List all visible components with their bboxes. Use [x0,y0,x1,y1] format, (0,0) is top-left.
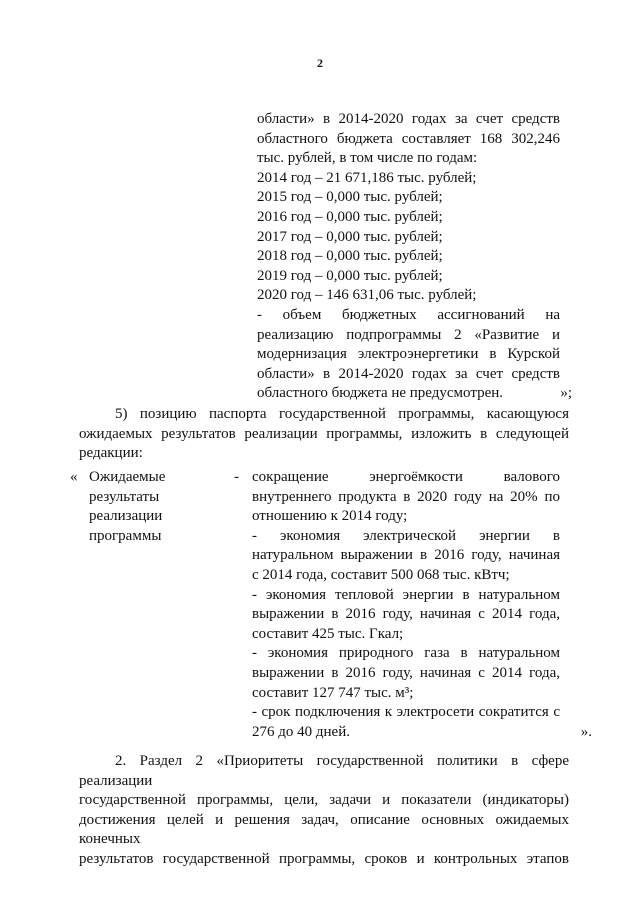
table-content-cell [252,468,592,742]
funding-year-2017: 2017 год – 0,000 тыс. рублей; [257,228,443,245]
funding-line: областного бюджета составляет 168 302,246 [257,130,560,147]
funding-year-2018: 2018 год – 0,000 тыс. рублей; [257,248,443,265]
paragraph-line: 5) позицию паспорта государственной программы, касающуюся [115,406,569,422]
result-line: - экономия природного газа в натуральном [252,645,560,662]
result-line: натуральном выражении в 2016 году, начиная [252,547,560,564]
paragraph-line: 2. Раздел 2 «Приоритеты государственной политики в сфере реализации [79,753,569,789]
funding-year-2019: 2019 год – 0,000 тыс. рублей; [257,267,443,284]
funding-block [257,110,572,404]
item-5-paragraph [79,405,569,464]
paragraph-line: достижения целей и решения задач, описание основных ожидаемых конечных [79,811,569,848]
funding-line: реализацию подпрограммы 2 «Развитие и [257,326,560,343]
result-line: выражении в 2016 году, начиная с 2014 года, [252,664,560,681]
paragraph-line: редакции: [79,445,143,462]
result-line: составит 425 тыс. Гкал; [252,625,404,642]
result-line: с 2014 года, составит 500 068 тыс. кВтч; [252,566,510,583]
label-line: результаты [89,488,160,505]
result-line-last [252,723,592,743]
funding-line: тыс. рублей, в том числе по годам: [257,150,478,167]
funding-line: области» в 2014-2020 годах за счет средств [257,111,560,127]
paragraph-line: ожидаемых результатов реализации программы, изложить в следующей [79,425,569,442]
result-line: составит 127 747 тыс. м³; [252,684,414,701]
result-line: - срок подключения к электросети сократится с [252,704,560,721]
label-line: программы [89,527,162,544]
result-line: внутреннего продукта в 2020 году на 20% по [252,488,560,505]
closing-quote: »; [560,385,572,402]
result-line: выражении в 2016 году, начиная с 2014 года, [252,606,560,623]
label-line: Ожидаемые [89,469,166,485]
funding-line: области» в 2014-2020 годах за счет средств [257,365,560,382]
open-quote: « [70,469,78,485]
funding-year-2015: 2015 год – 0,000 тыс. рублей; [257,189,443,206]
table-label-cell [89,468,209,546]
result-line: отношению к 2014 году; [252,508,408,525]
funding-year-2020: 2020 год – 146 631,06 тыс. рублей; [257,287,477,304]
closing-quote: ». [580,723,592,740]
result-line: - экономия тепловой энергии в натуральном [252,586,560,603]
page-number: 2 [317,56,323,70]
section-2-paragraph [79,752,569,870]
paragraph-line: результатов государственной программы, сроков и контрольных этапов [79,850,569,867]
result-line: сокращение энергоёмкости валового [252,469,560,485]
funding-line-last [257,384,572,404]
funding-line: модернизация электроэнергетики в Курской [257,346,560,363]
result-line: - экономия электрической энергии в [252,527,560,544]
label-line: реализации [89,508,163,525]
funding-year-2016: 2016 год – 0,000 тыс. рублей; [257,208,443,225]
funding-line-text: областного бюджета не предусмотрен. [257,385,504,402]
funding-year-2014: 2014 год – 21 671,186 тыс. рублей; [257,169,477,186]
paragraph-line: государственной программы, цели, задачи и показатели (индикаторы) [79,792,569,809]
result-line-text: 276 до 40 дней. [252,723,350,740]
separator-dash: - [234,469,239,485]
funding-line: - объем бюджетных ассигнований на [257,306,560,323]
